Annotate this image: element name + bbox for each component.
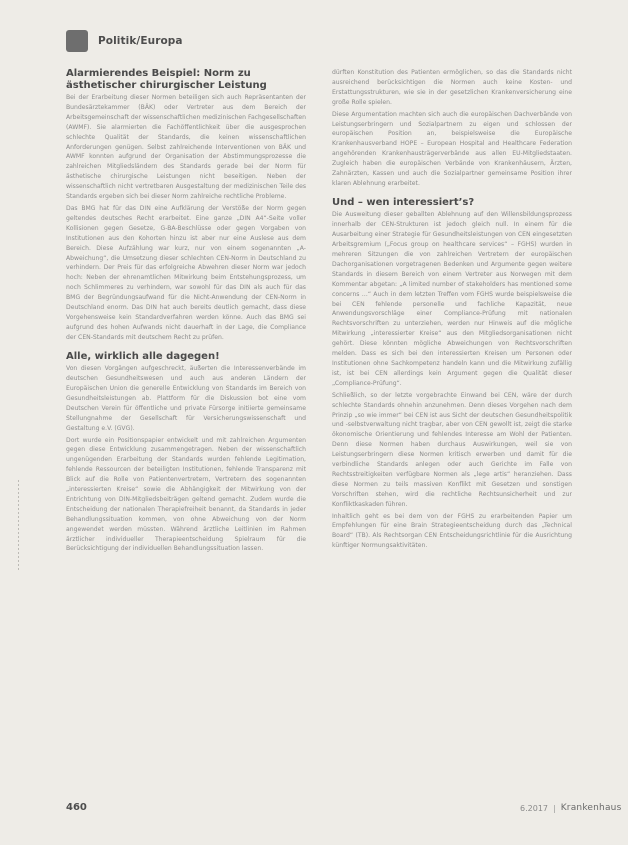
body-paragraph: Die Ausweitung dieser geballten Ablehnung auf den Willensbildungsprozess innerhalb der CEN-Strukturen ist jedoch gleich null. In einem für die Ausarbeitung einer Strategie für Gesundheitsleistungen von CEN eingesetzten Arbeitsgremium („Focus group on healthcare services“ – FGHS) wurden in mehreren Sitzungen die von zahlreichen Vertretern der europäischen Dachorganisationen vorgetragenen Bedenken und Argumente gegen weitere Standards in diesem Bereich von einem Vertreter aus Norwegen mit dem Kommentar abgetan: „A limited number of stakeholders has mentioned some concerns …“ Auch in dem letzten Treffen vom FGHS wurde beispielsweise die bei CEN fehlende personelle und fachliche Kapazität, neue Anwendungsvorschläge einer Compliance-Prüfung mit nationalen Rechtsvorschriften zu unterziehen, werden nur Hinweis auf die mögliche Mitwirkung „interessierter Kreise“ aus den Mitgliedsorganisationen nicht gehört. Diese könnten mögliche Abweichungen von Rechtsvorschriften melden. Dass es sich bei den interessierten Kreisen um Personen oder Institutionen ohne Sachkompetenz handeln kann und die Mitwirkung zufällig ist, ist bei CEN allerdings kein Argument gegen die Qualität dieser „Compliance-Prüfung“. [332,211,572,387]
margin-mark [18,480,19,570]
body-paragraph: Von diesen Vorgängen aufgeschreckt, äußerten die Interessenverbände im deutschen Gesundheitswesen und auch aus anderen Ländern der Europäischen Union die generelle Entwicklung von Standards im Bereich von Gesundheitsleistungen ab. Plattform für die Diskussion bot eine vom Deutschen Verein für öffentliche und private Fürsorge initiierte gemeinsame Stellungnahme der Gesellschaft für Versicherungswissenschaft und Gestaltung e.V. (GVG). [66,365,306,432]
issue-label: 6.2017 [520,803,548,813]
body-paragraph: Bei der Erarbeitung dieser Normen beteiligen sich auch Repräsentanten der Bundesärztekammer (BÄK) oder Vertreter aus dem Bereich der Arbeitsgemeinschaft der wissenschaftlichen medizinischen Fachgesellschaften (AWMF). Sie alarmierten die Fachöffentlichkeit über die ausgesprochen schlechte Qualität der Standards, die keinen wissenschaftlichen Anforderungen genügen. Selbst zahlreichende Interventionen von BÄK und AWMF konnten aufgrund der Organisation der Abstimmungsprozesse die zahlreichen Mitgliedsländern des Standards gerade bei der Norm für ästhetische chirurgische Leistungen nicht beseitigen. Neben der wissenschaftlich nicht vertretbaren Ausgestaltung der medizinischen Teile des Standards ergeben sich bei dieser Norm zahlreiche rechtliche Probleme. [66,94,306,201]
section-heading: Alarmierendes Beispiel: Norm zu ästhetischer chirurgischer Leistung [66,68,267,91]
section-tag-box [66,30,88,52]
page-number: 460 [66,802,87,813]
right-column [332,68,572,551]
body-paragraph: Diese Argumentation machten sich auch die europäischen Dachverbände von Leistungserbringern und Sozialpartnern zu eigen und schlossen der europäischen Position an, beispielsweise die Europäische Krankenhausverband HOPE – European Hospital and Healthcare Federation angehörenden Krankenhausträgerverbände aus allen EU-Mitgliedstaaten. Zugleich haben die europäischen Verbände von Krankenhäusern, Ärzten, Zahnärzten, Kassen und auch die Sozialpartner gemeinsame Position ihrer klaren Ablehnung erarbeitet. [332,110,572,187]
body-paragraph: Inhaltlich geht es bei dem von der FGHS zu erarbeitenden Papier um Empfehlungen für eine Brain Strategieentscheidung durch das „Technical Board“ (TB). Als Rechtsorgan CEN Entscheidungsrichtlinie für die Ausrichtung künftiger Normungsaktivitäten. [332,512,572,550]
body-paragraph: Dort wurde ein Positionspapier entwickelt und mit zahlreichen Argumenten gegen diese Entwicklung zusammengetragen. Neben der wissenschaftlich ungenügenden Erarbeitung der Standards wurden fehlende Legitimation, fehlende Ressourcen der beteiligten Institutionen, fehlende Transparenz mit Blick auf die Rolle von Patientenvertretern, Vertretern des sogenannten „interessierten Kreise“ sowie die Abhängigkeit der Mitwirkung von der Entrichtung von DIN-Mitgliedsbeiträgen geltend gemacht. Zudem wurde die Entscheidung der nationalen Therapiefreiheit benannt, da Standards in jeder Behandlungssituation kommen, von ohne Abweichung von der Norm angewendet werden müssten. Während ärztliche Leitlinien im Rahmen ärztlicher individueller Therapieentscheidung Spielraum für die Berücksichtigung der individuellen Behandlungssituation lassen. [66,436,306,553]
left-column [66,68,306,554]
section-heading: Alle, wirklich alle dagegen! [66,350,220,362]
section-header [66,30,183,52]
body-paragraph: Das BMG hat für das DIN eine Aufklärung der Verstöße der Norm gegen geltendes deutsches Recht erarbeitet. Eine ganze „DIN A4“-Seite voller Kollisionen gegen Gesetze, G-BA-Beschlüsse oder gegen Vorgaben von Institutionen aus den Kohorten hinzu ist aber nur eine Auslese aus dem Bereich. Diese Aufzählung war kurz, nur von einem sogenannten „A-Abweichung“, die Umsetzung dieser schlechten CEN-Norm in Deutschland zu verhindern. Der Preis für das erfolgreiche Abwehren dieser Norm war jedoch hoch: Neben der ehrenamtlichen Mitwirkung beim Entstehungsprozess, um noch Schlimmeres zu verhindern, war sowohl für das DIN als auch für das BMG der Begründungsaufwand für die Nicht-Anwendung der CEN-Norm in Deutschland enorm. Das DIN hat auch bereits deutlich gemacht, dass diese Vorgehensweise kein Standardverfahren werden könne. Auch das BMG sei aufgrund des hohen Aufwands nicht dauerhaft in der Lage, die Compliance der CEN-Standards mit deutschem Recht zu prüfen. [66,204,306,341]
section-heading: Und – wen interessiert’s? [332,196,475,208]
body-paragraph: dürften Konstitution des Patienten ermöglichen, so das die Standards nicht ausreichend berücksichtigen die Normen auch keine Kosten- und Erstattungsstrukturen, wie sie in der gesetzlichen Krankenversicherung eine große Rolle spielen. [332,69,572,106]
body-paragraph: Schließlich, so der letzte vorgebrachte Einwand bei CEN, wäre der durch schlechte Standards ohnehin anzunehmen. Denn dieses Vorgehen nach dem Prinzip „so wie immer“ bei CEN ist aus Sicht der deutschen Gesundheitspolitik und -selbstverwaltung nicht tragbar, aber von CEN gewollt ist, zeigt die starke ökonomische Orientierung und fehlendes Interesse am Wohl der Patienten. Denn diese Normen haben durchaus Auswirkungen, weil sie von Leistungserbringern diese Normen kritisch erwerben und damit für die verbindliche Standards anlegen oder auch Gerichte im Falle von Rechtsstreitigkeiten verfügbare Normen als „lege artis“ heranziehen. Dass diese Normen zu teils massiven Konflikt mit Gesetzen und sonstigen Vorschriften stehen, wird die rechtliche Rechtsunsicherheit und zur Konfliktkaskaden führen. [332,391,572,508]
footer-separator: | [553,803,556,813]
footer-issue-info [520,803,621,813]
section-label: Politik/Europa [98,35,183,47]
magazine-name: Krankenhaus [560,803,622,813]
